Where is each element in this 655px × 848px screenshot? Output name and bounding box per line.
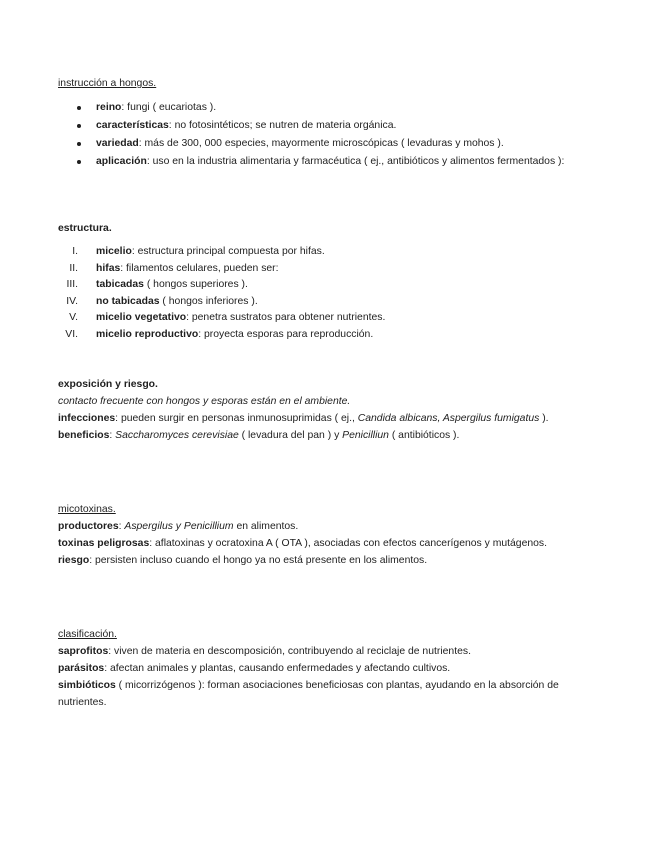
term: saprofitos — [58, 646, 109, 658]
list-number: III. — [66, 279, 78, 291]
definition: : persisten incluso cuando el hongo ya no está presente en los alimentos. — [89, 555, 428, 567]
species-name: Penicilliun — [342, 430, 389, 442]
term: simbióticos — [58, 680, 116, 692]
species-name: Saccharomyces cerevisiae — [115, 430, 239, 442]
term: reino — [96, 102, 122, 114]
definition: ( hongos superiores ). — [143, 279, 248, 291]
parasitos-line — [58, 660, 603, 677]
list-item — [96, 117, 603, 134]
definition: : pueden surgir en personas inmunosuprimidas ( ej., — [115, 413, 358, 425]
estructura-list — [58, 244, 603, 343]
definition: ( hongos inferiores ). — [159, 295, 258, 307]
intro-section — [58, 76, 603, 171]
species-names: Candida albicans, Aspergilus fumigatus — [357, 413, 540, 425]
list-number: VI. — [65, 328, 78, 340]
riesgo-line — [58, 552, 603, 569]
list-item — [58, 294, 603, 311]
definition: : viven de materia en descomposición, contribuyendo al reciclaje de nutrientes. — [108, 646, 471, 658]
term: micelio — [96, 246, 132, 258]
term: toxinas peligrosas — [58, 538, 150, 550]
list-number: IV. — [66, 295, 78, 307]
definition: : penetra sustratos para obtener nutrientes. — [186, 312, 386, 324]
term: beneficios — [58, 430, 110, 442]
saprofitos-line — [58, 643, 603, 660]
beneficios-line — [58, 427, 603, 444]
list-item — [96, 135, 603, 152]
list-number: V. — [69, 312, 78, 324]
definition: : afectan animales y plantas, causando enfermedades y afectando cultivos. — [104, 663, 451, 675]
exposicion-section — [58, 377, 603, 444]
exposicion-heading: exposición y riesgo. — [58, 379, 158, 390]
term: tabicadas — [96, 279, 144, 291]
list-item — [96, 99, 603, 116]
estructura-section — [58, 221, 603, 343]
exposicion-intro: contacto frecuente con hongos y esporas están en el ambiente. — [58, 396, 351, 408]
definition: : uso en la industria alimentaria y farmacéutica ( ej., antibióticos y alimentos fermentados ): — [146, 156, 565, 168]
estructura-heading: estructura. — [58, 223, 112, 234]
definition: : filamentos celulares, pueden ser: — [120, 262, 279, 274]
intro-heading: instrucción a hongos. — [58, 78, 157, 89]
clasificacion-section — [58, 627, 603, 711]
term: variedad — [96, 138, 139, 150]
term: infecciones — [58, 413, 116, 425]
micotoxinas-heading: micotoxinas. — [58, 504, 116, 515]
term: micelio vegetativo — [96, 312, 187, 324]
list-item — [58, 327, 603, 344]
definition: : aflatoxinas y ocratoxina A ( OTA ), asociadas con efectos cancerígenos y mutágenos. — [149, 538, 547, 550]
list-item — [58, 277, 603, 294]
definition-end: ( antibióticos ). — [388, 430, 460, 442]
definition: : proyecta esporas para reproducción. — [198, 328, 374, 340]
list-item — [96, 153, 603, 170]
term: no tabicadas — [96, 295, 160, 307]
list-number: II. — [69, 262, 78, 274]
toxinas-line — [58, 535, 603, 552]
term: productores — [58, 521, 119, 533]
separator: : — [118, 521, 125, 533]
productores-line — [58, 518, 603, 535]
species-names: Aspergilus y Penicillium — [124, 521, 234, 533]
definition-end: ). — [539, 413, 549, 425]
definition: : estructura principal compuesta por hifas. — [131, 246, 325, 258]
definition: : fungi ( eucariotas ). — [121, 102, 217, 114]
intro-list — [58, 99, 603, 170]
list-item — [58, 261, 603, 278]
infecciones-line — [58, 410, 603, 427]
definition-end: en alimentos. — [233, 521, 299, 533]
term: aplicación — [96, 156, 147, 168]
list-number: I. — [72, 246, 78, 258]
term: micelio reproductivo — [96, 328, 199, 340]
term: hifas — [96, 262, 121, 274]
definition: ( levadura del pan ) y — [238, 430, 343, 442]
term: riesgo — [58, 555, 90, 567]
list-item — [58, 244, 603, 261]
term: parásitos — [58, 663, 105, 675]
definition: : no fotosintéticos; se nutren de materia orgánica. — [168, 120, 397, 132]
definition: : más de 300, 000 especies, mayormente microscópicas ( levaduras y mohos ). — [138, 138, 504, 150]
simbioticos-line — [58, 677, 603, 711]
definition: ( micorrizógenos ): forman asociaciones beneficiosas con plantas, ayudando en la absorción de nutrientes. — [58, 680, 559, 709]
separator: : — [109, 430, 116, 442]
micotoxinas-section — [58, 502, 603, 569]
clasificacion-heading: clasificación. — [58, 629, 117, 640]
term: características — [96, 120, 169, 132]
list-item — [58, 310, 603, 327]
